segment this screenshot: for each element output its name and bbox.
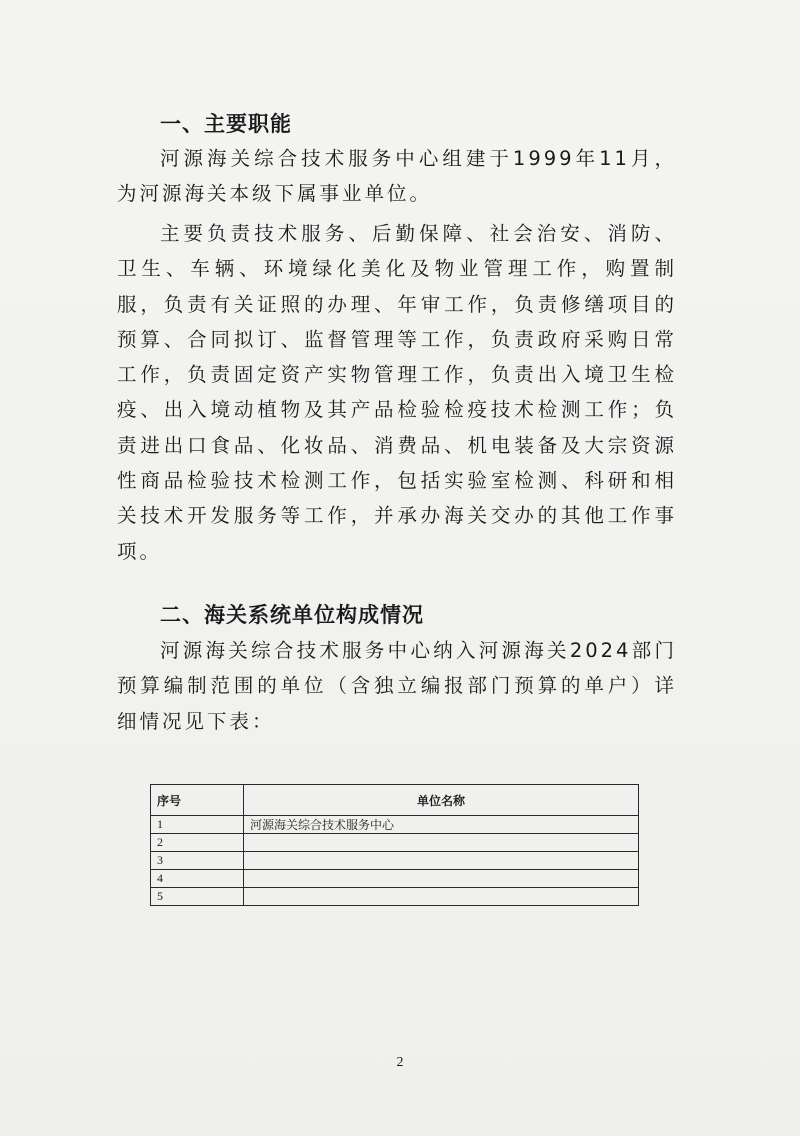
paragraph-establishment: 河源海关综合技术服务中心组建于1999年11月，为河源海关本级下属事业单位。 <box>117 147 677 206</box>
section-title-unit-composition: 二、海关系统单位构成情况 <box>160 603 424 627</box>
row-index: 2 <box>151 834 244 852</box>
row-index: 3 <box>151 852 244 870</box>
paragraph-responsibilities: 主要负责技术服务、后勤保障、社会治安、消防、卫生、车辆、环境绿化美化及物业管理工作，购置制服，负责有关证照的办理、年审工作，负责修缮项目的预算、合同拟订、监督管理等工作，负责政府采购日常工作，负责固定资产实物管理工作，负责出入境卫生检疫、出入境动植物及其产品检验检疫技术检测工作；负责进出口食品、化妆品、消费品、机电装备及大宗资源性商品检验技术检测工作，包括实验室检测、科研和相关技术开发服务等工作，并承办海关交办的其他工作事项。 <box>117 222 677 563</box>
row-unit-name: 河源海关综合技术服务中心 <box>244 816 639 834</box>
row-unit-name <box>244 834 639 852</box>
row-index: 1 <box>151 816 244 834</box>
table-row <box>151 852 639 870</box>
table-row <box>151 834 639 852</box>
unit-table <box>150 784 639 906</box>
row-unit-name <box>244 888 639 906</box>
table-row <box>151 816 639 834</box>
row-index: 5 <box>151 888 244 906</box>
page-number: 2 <box>396 1055 404 1070</box>
table-header-row <box>151 785 639 816</box>
header-unit-name: 单位名称 <box>244 785 639 816</box>
row-unit-name <box>244 870 639 888</box>
table-row <box>151 870 639 888</box>
row-unit-name <box>244 852 639 870</box>
row-index: 4 <box>151 870 244 888</box>
section-title-main-functions: 一、主要职能 <box>160 112 292 136</box>
header-index: 序号 <box>151 785 244 816</box>
table-row <box>151 888 639 906</box>
paragraph-unit-scope: 河源海关综合技术服务中心纳入河源海关2024部门预算编制范围的单位（含独立编报部门预算的单户）详细情况见下表： <box>117 639 677 733</box>
